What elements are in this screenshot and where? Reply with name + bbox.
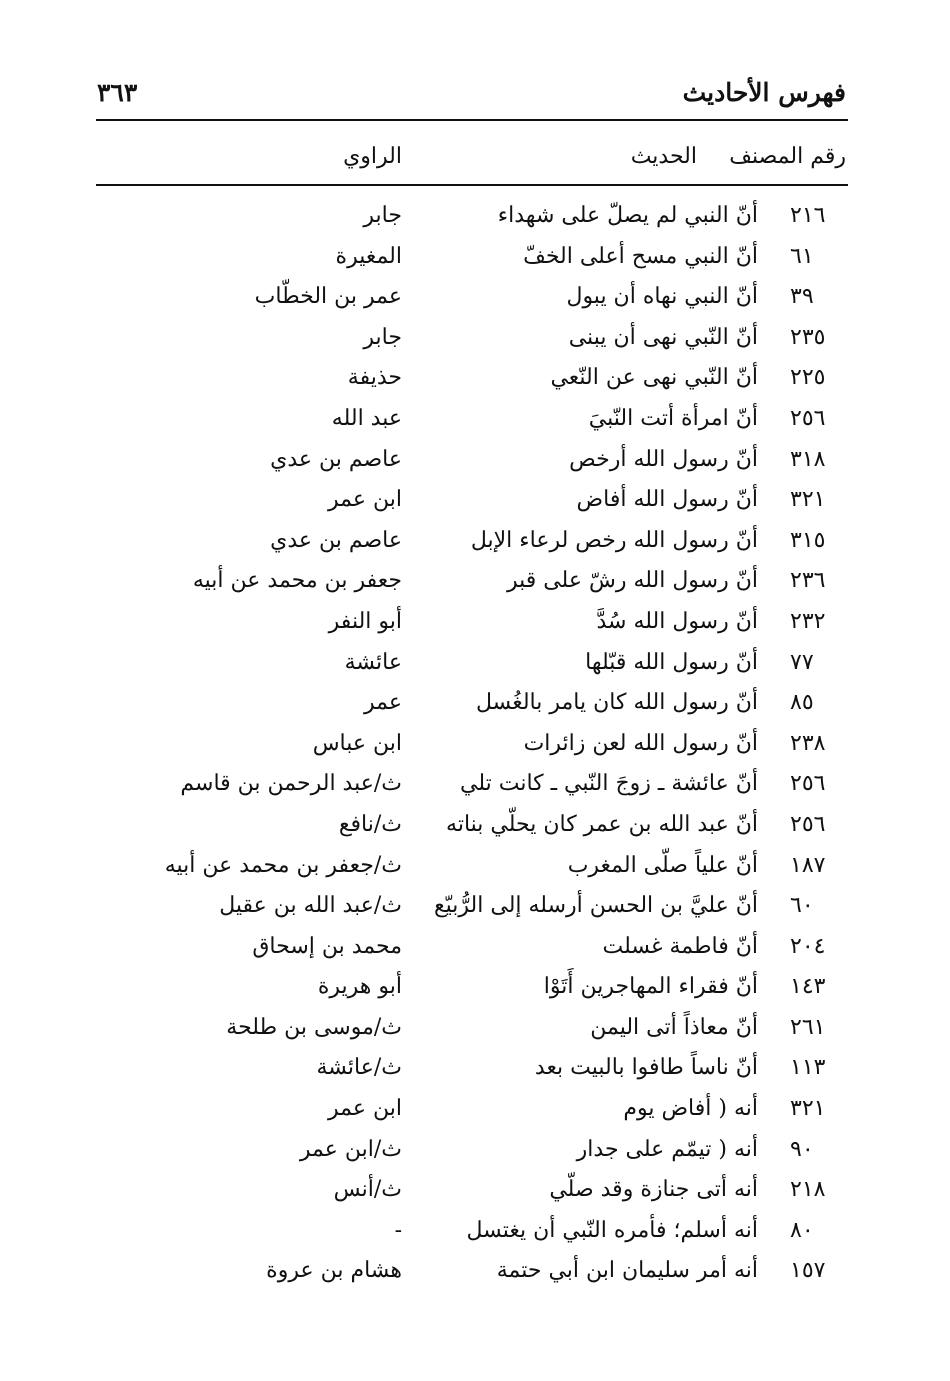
row-narrator: عبد الله <box>331 405 402 431</box>
index-row <box>0 967 950 1008</box>
column-header-narrator: الراوي <box>343 144 402 169</box>
row-hadith: أنّ رسول الله رشّ على قبر <box>506 568 758 594</box>
row-number: ٢٣٢ <box>790 608 826 634</box>
top-rule <box>96 119 848 121</box>
index-row <box>0 724 950 765</box>
column-header-hadith: الحديث <box>630 144 697 169</box>
row-narrator: ابن عمر <box>328 487 402 513</box>
row-hadith: أنه ( تيمّم على جدار <box>576 1136 758 1162</box>
index-row <box>0 1130 950 1171</box>
row-hadith: أنّ رسول الله لعن زائرات <box>523 730 758 756</box>
index-row <box>0 196 950 237</box>
index-row <box>0 846 950 887</box>
row-narrator: حذيفة <box>347 365 402 391</box>
header-rule <box>96 184 848 186</box>
index-row <box>0 1008 950 1049</box>
row-hadith: أنّ معاذاً أتى اليمن <box>590 1014 758 1040</box>
index-row <box>0 1251 950 1292</box>
row-hadith: أنه أمر سليمان ابن أبي حتمة <box>496 1258 758 1284</box>
row-number: ١٥٧ <box>790 1258 826 1284</box>
index-row <box>0 399 950 440</box>
page-number: ٣٦٣ <box>97 78 138 107</box>
index-row <box>0 521 950 562</box>
row-number: ١٤٣ <box>790 974 826 1000</box>
row-number: ٦١ <box>790 243 814 269</box>
index-row <box>0 1048 950 1089</box>
running-title: فهرس الأحاديث <box>682 78 846 107</box>
row-number: ٣١٨ <box>790 446 826 472</box>
row-narrator: جابر <box>363 203 402 228</box>
hadith-index-list <box>0 196 950 1292</box>
row-hadith: أنّ ناساً طافوا بالبيت بعد <box>534 1055 758 1081</box>
row-narrator: ث/موسى بن طلحة <box>226 1014 402 1040</box>
row-hadith: أنّ رسول الله أفاض <box>576 487 758 513</box>
row-hadith: أنّ رسول الله رخص لرعاء الإبل <box>470 527 758 553</box>
row-narrator: جابر <box>363 324 402 350</box>
row-hadith: أنه أسلم؛ فأمره النّبي أن يغتسل <box>466 1217 758 1243</box>
index-row <box>0 643 950 684</box>
row-hadith: أنّ رسول الله سُدَّ <box>596 608 758 634</box>
index-row <box>0 764 950 805</box>
row-hadith: أنّ عليَّ بن الحسن أرسله إلى الرُّبيّع <box>433 893 758 919</box>
row-number: ٢٥٦ <box>790 405 826 431</box>
row-number: ٢٣٨ <box>790 730 826 756</box>
index-row <box>0 683 950 724</box>
row-narrator: ث/ابن عمر <box>299 1136 402 1162</box>
column-header-number: رقم المصنف <box>729 144 846 169</box>
index-row <box>0 237 950 278</box>
row-hadith: أنّ فقراء المهاجرين أَتَوْا <box>543 974 758 1000</box>
row-number: ٢٠٤ <box>790 933 826 959</box>
row-hadith: أنّ عبد الله بن عمر كان يحلّي بناته <box>446 811 758 837</box>
index-row <box>0 358 950 399</box>
row-narrator: ث/جعفر بن محمد عن أبيه <box>164 852 402 878</box>
row-hadith: أنّ رسول الله كان يامر بالغُسل <box>475 690 758 716</box>
index-row <box>0 805 950 846</box>
row-hadith: أنّ رسول الله أرخص <box>569 446 758 472</box>
row-narrator: المغيرة <box>335 243 402 269</box>
row-narrator: عائشة <box>344 649 402 675</box>
row-hadith: أنّ النّبي نهى عن النّعي <box>550 365 758 391</box>
row-number: ٢٢٥ <box>790 365 826 391</box>
index-row <box>0 440 950 481</box>
index-row <box>0 1170 950 1211</box>
row-number: ٢٦١ <box>790 1014 826 1040</box>
row-narrator: - <box>394 1217 402 1243</box>
row-narrator: ث/عبد الله بن عقيل <box>219 893 402 919</box>
index-row <box>0 1211 950 1252</box>
row-number: ٧٧ <box>790 649 814 675</box>
row-number: ٢٣٦ <box>790 568 826 594</box>
row-number: ٢٥٦ <box>790 811 826 837</box>
row-narrator: ث/نافع <box>338 811 402 837</box>
row-narrator: عاصم بن عدي <box>270 446 402 472</box>
row-number: ٢٣٥ <box>790 324 826 350</box>
row-narrator: جعفر بن محمد عن أبيه <box>192 568 402 594</box>
row-number: ٢٥٦ <box>790 771 826 797</box>
row-narrator: عمر <box>364 690 402 716</box>
index-row <box>0 318 950 359</box>
index-row <box>0 480 950 521</box>
row-narrator: ابن عباس <box>312 730 402 756</box>
row-hadith: أنه أتى جنازة وقد صلّي <box>549 1177 758 1203</box>
row-number: ٨٥ <box>790 690 814 716</box>
row-number: ٦٠ <box>790 893 814 919</box>
row-number: ٩٠ <box>790 1136 814 1162</box>
row-hadith: أنّ النبي لم يصلّ على شهداء <box>497 203 758 228</box>
index-row <box>0 602 950 643</box>
row-narrator: هشام بن عروة <box>266 1258 402 1284</box>
row-number: ٣٢١ <box>790 1096 826 1122</box>
row-number: ١٨٧ <box>790 852 826 878</box>
index-row <box>0 277 950 318</box>
index-row <box>0 1089 950 1130</box>
row-hadith: أنّ النّبي نهى أن يبنى <box>568 324 758 350</box>
row-narrator: عاصم بن عدي <box>270 527 402 553</box>
row-hadith: أنّ علياً صلّى المغرب <box>567 852 758 878</box>
row-narrator: أبو هريرة <box>317 974 402 1000</box>
row-number: ٣٢١ <box>790 487 826 513</box>
row-number: ٨٠ <box>790 1217 814 1243</box>
row-hadith: أنه ( أفاض يوم <box>623 1096 758 1122</box>
row-narrator: عمر بن الخطّاب <box>254 284 402 310</box>
row-hadith: أنّ النبي مسح أعلى الخفّ <box>523 243 758 269</box>
row-number: ٢١٨ <box>790 1177 826 1203</box>
row-narrator: ث/عائشة <box>316 1055 402 1081</box>
row-hadith: أنّ فاطمة غسلت <box>602 933 758 959</box>
row-hadith: أنّ امرأة أتت النّبيَ <box>588 405 758 431</box>
row-narrator: ث/عبد الرحمن بن قاسم <box>180 771 402 797</box>
row-number: ١١٣ <box>790 1055 826 1081</box>
row-hadith: أنّ رسول الله قبّلها <box>585 649 758 675</box>
row-narrator: أبو النفر <box>328 608 402 634</box>
index-row <box>0 886 950 927</box>
index-row <box>0 927 950 968</box>
row-number: ٢١٦ <box>790 203 826 228</box>
row-number: ٣٩ <box>790 284 814 310</box>
index-row <box>0 561 950 602</box>
row-hadith: أنّ النبي نهاه أن يبول <box>566 284 758 310</box>
row-narrator: محمد بن إسحاق <box>252 933 402 959</box>
row-narrator: ابن عمر <box>328 1096 402 1122</box>
row-narrator: ث/أنس <box>333 1177 402 1203</box>
row-number: ٣١٥ <box>790 527 826 553</box>
row-hadith: أنّ عائشة ـ زوجَ النّبي ـ كانت تلي <box>459 771 758 797</box>
